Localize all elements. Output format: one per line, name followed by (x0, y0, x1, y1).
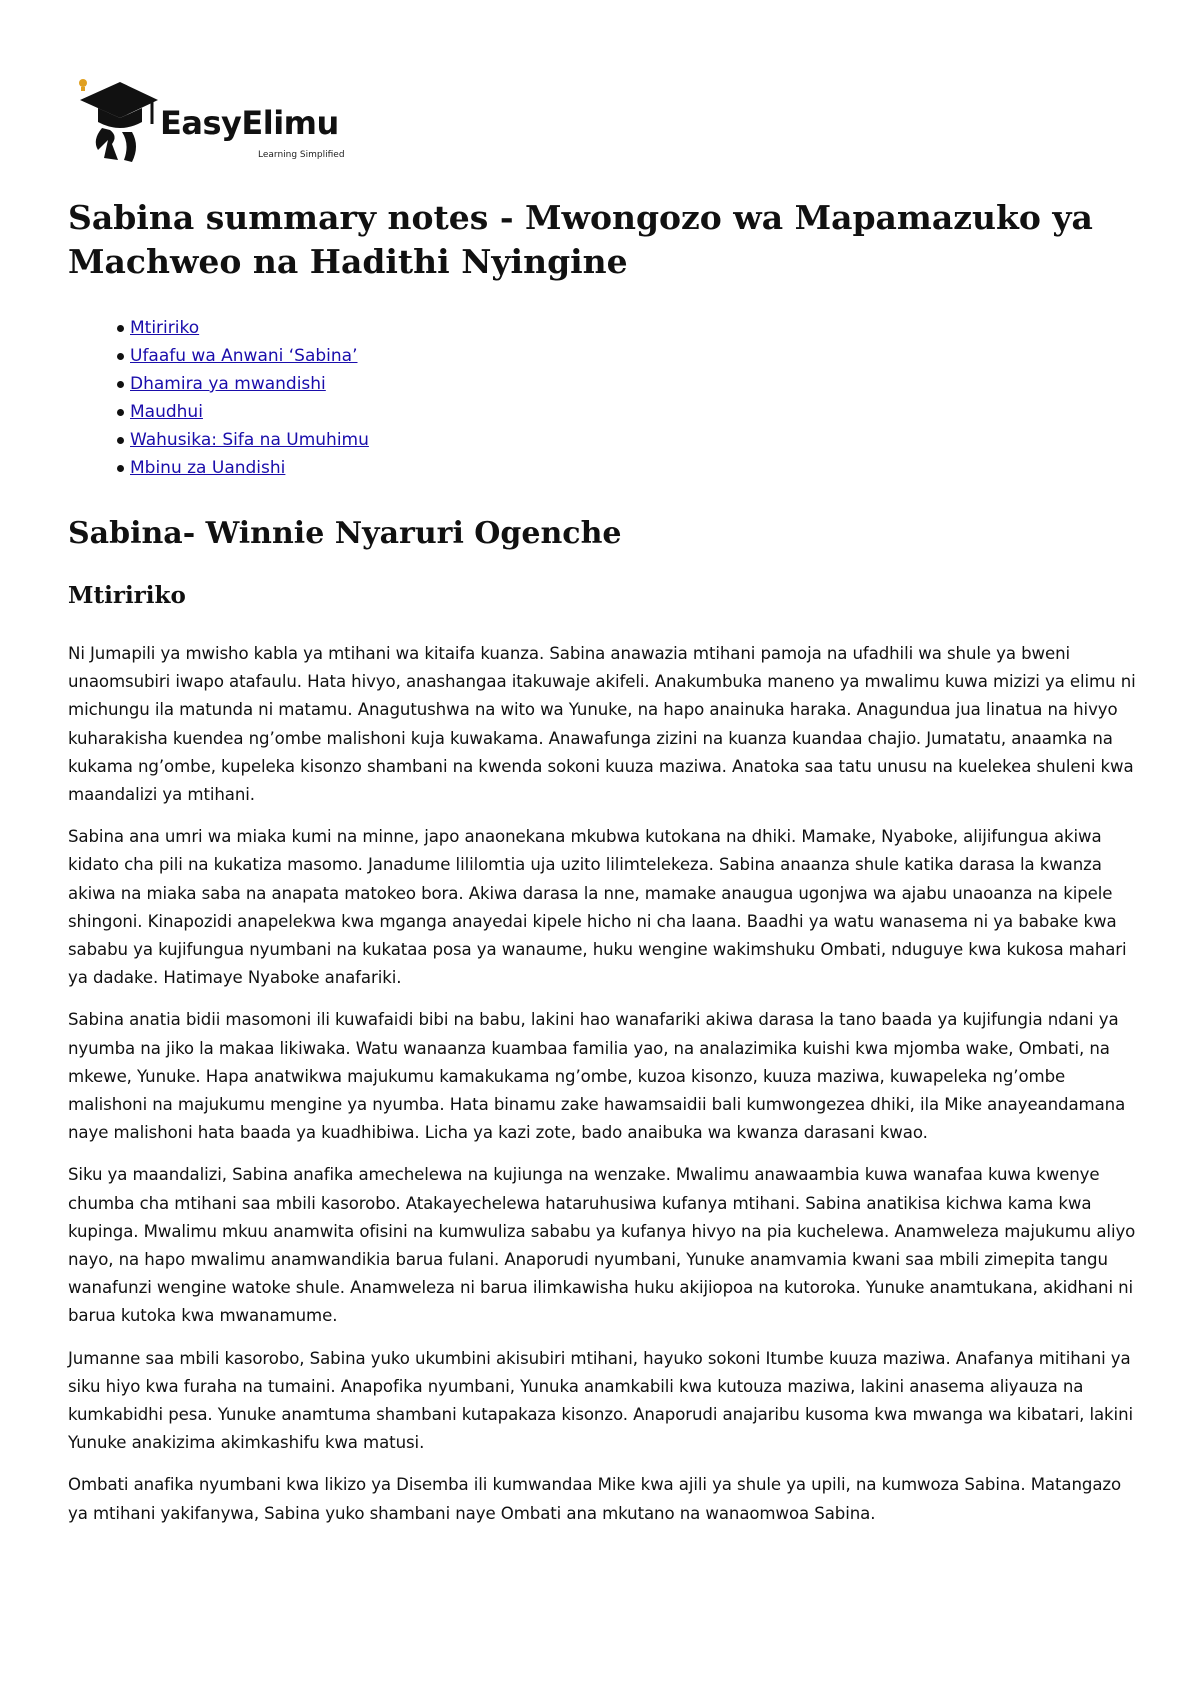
paragraph: Ombati anafika nyumbani kwa likizo ya Disemba ili kumwandaa Mike kwa ajili ya shule ya upili, na kumwoza Sabina. Matangazo ya mtihani yakifanywa, Sabina yuko shambani naye Ombati ana mkutano na wanaomwoa Sabina. (68, 1475, 1122, 1523)
section-body (68, 640, 1138, 1528)
toc-link-dhamira[interactable]: Dhamira ya mwandishi (130, 374, 326, 394)
toc-link-mtiririko[interactable]: Mtiririko (130, 318, 200, 338)
toc-item (130, 398, 1138, 426)
logo[interactable] (68, 70, 388, 170)
toc-link-wahusika[interactable]: Wahusika: Sifa na Umuhimu (130, 430, 369, 450)
graduation-cap-icon (78, 78, 158, 168)
toc-link-mbinu[interactable]: Mbinu za Uandishi (130, 458, 286, 478)
page-title: Sabina summary notes - Mwongozo wa Mapamazuko ya Machweo na Hadithi Nyingine (68, 198, 1093, 281)
story-title: Sabina- Winnie Nyaruri Ogenche (68, 516, 622, 551)
toc-item (130, 426, 1138, 454)
toc-item (130, 370, 1138, 398)
section-heading-mtiririko: Mtiririko (68, 582, 186, 609)
table-of-contents (68, 314, 1138, 482)
logo-tagline: Learning Simplified (258, 150, 345, 160)
logo-name: EasyElimu (160, 104, 339, 142)
lightbulb-icon (78, 78, 88, 92)
toc-link-ufaafu-wa-anwani[interactable]: Ufaafu wa Anwani ‘Sabina’ (130, 346, 358, 366)
toc-item (130, 342, 1138, 370)
document-page (68, 70, 1138, 1542)
toc-item (130, 454, 1138, 482)
paragraph: Jumanne saa mbili kasorobo, Sabina yuko ukumbini akisubiri mtihani, hayuko sokoni Itumbe kuuza maziwa. Anafanya mitihani ya siku hiyo kwa furaha na tumaini. Anapofika nyumbani, Yunuka anamkabili kwa kutouza maziwa, lakini anasema aliyauza na kumkabidhi pesa. Yunuke anamtuma shambani kutapakaza kisonzo. Anaporudi anajaribu kusoma kwa mwanga wa kibatari, lakini Yunuke anakizima akimkashifu kwa matusi. (68, 1348, 1133, 1453)
paragraph: Ni Jumapili ya mwisho kabla ya mtihani wa kitaifa kuanza. Sabina anawazia mtihani pamoja na ufadhili wa shule ya bweni unaomsubiri iwapo atafaulu. Hata hivyo, anashangaa itakuwaje akifeli. Anakumbuka maneno ya mwalimu kuwa mizizi ya elimu ni michungu ila matunda ni matamu. Anagutushwa na wito wa Yunuke, na hapo anainuka haraka. Anagundua jua linatua na hivyo kuharakisha kuendea ng’ombe malishoni kuja kuwakama. Anawafunga zizini na kuanza kuandaa chajio. Jumatatu, anaamka na kukama ng’ombe, kupeleka kisonzo shambani na kwenda sokoni kuuza maziwa. Anatoka saa tatu unusu na kuelekea shuleni kwa maandalizi ya mtihani. (68, 644, 1136, 805)
toc-item (130, 314, 1138, 342)
paragraph: Sabina ana umri wa miaka kumi na minne, japo anaonekana mkubwa kutokana na dhiki. Mamake, Nyaboke, alijifungua akiwa kidato cha pili na kukatiza masomo. Janadume lililomtia uja uzito lilimtelekeza. Sabina anaanza shule katika darasa la kwanza akiwa na miaka saba na anapata matokeo bora. Akiwa darasa la nne, mamake anaugua ugonjwa wa ajabu unaoanza na kipele shingoni. Kinapozidi anapelekwa kwa mganga anayedai kipele hicho ni cha laana. Baadhi ya watu wanasema ni ya babake kwa sababu ya kujifungua nyumbani na kukataa posa ya wanaume, huku wengine wakimshuku Ombati, nduguye kwa kukosa mahari ya dadake. Hatimaye Nyaboke anafariki. (68, 827, 1127, 988)
toc-link-maudhui[interactable]: Maudhui (130, 402, 203, 422)
paragraph: Siku ya maandalizi, Sabina anafika amechelewa na kujiunga na wenzake. Mwalimu anawaambia kuwa wanafaa kuwa kwenye chumba cha mtihani saa mbili kasorobo. Atakayechelewa hataruhusiwa kufanya mtihani. Sabina anatikisa kichwa kama kwa kupinga. Mwalimu mkuu anamwita ofisini na kumwuliza sababu ya kufanya hivyo na pia kuchelewa. Anamweleza majukumu aliyo nayo, na hapo mwalimu anamwandikia barua fulani. Anaporudi nyumbani, Yunuke anamvamia kwani saa mbili zimepita tangu wanafunzi wengine watoke shule. Anamweleza ni barua ilimkawisha huku akijiopoa na kutoroka. Yunuke anamtukana, akidhani ni barua kutoka kwa mwanamume. (68, 1165, 1136, 1326)
paragraph: Sabina anatia bidii masomoni ili kuwafaidi bibi na babu, lakini hao wanafariki akiwa darasa la tano baada ya kujifungia ndani ya nyumba na jiko la makaa likiwaka. Watu wanaanza kuambaa familia yao, na analazimika kuishi kwa mjomba wake, Ombati, na mkewe, Yunuke. Hapa anatwikwa majukumu kamakukama ng’ombe, kuzoa kisonzo, kuuza maziwa, kuwapeleka ng’ombe malishoni na majukumu mengine ya nyumba. Hata binamu zake hawamsaidii bali kumwongezea dhiki, ila Mike anayeandamana naye malishoni hata baada ya kuadhibiwa. Licha ya kazi zote, bado anaibuka wa kwanza darasani kwao. (68, 1010, 1126, 1143)
